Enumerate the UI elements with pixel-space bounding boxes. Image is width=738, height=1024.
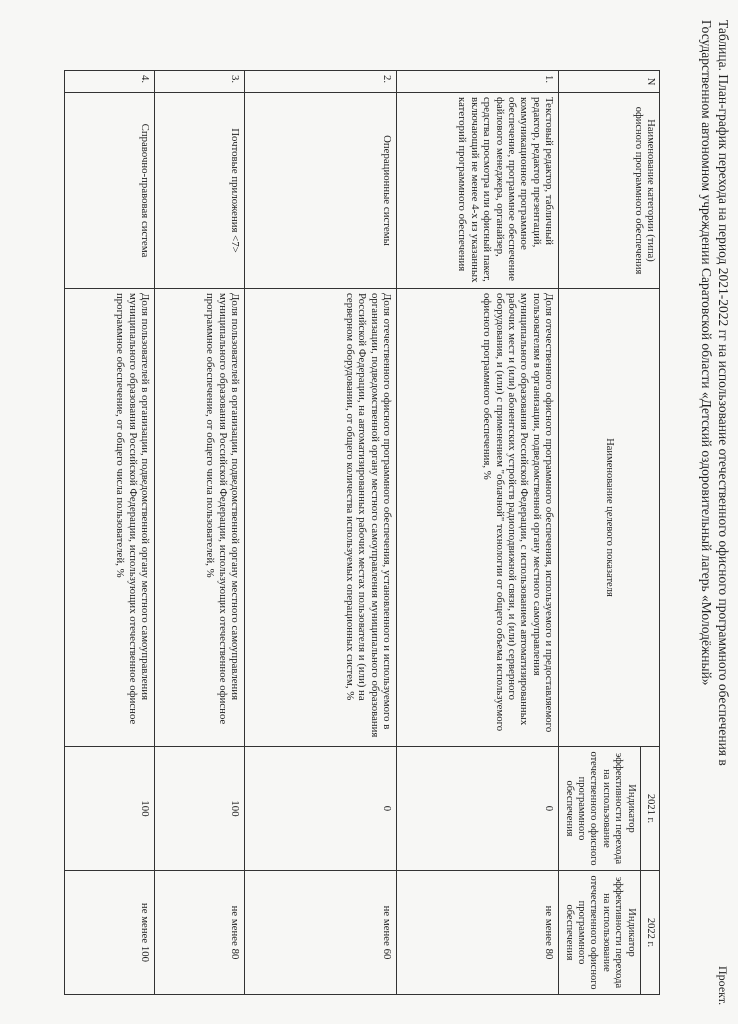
document-title (698, 20, 732, 960)
row-indicator: Доля пользователей в организации, подведомственной органу местного самоуправления муниципального образования Российской Федерации, использующих отечественное офисное программное обеспечение, от общего числа пользователей, % (65, 289, 155, 747)
title-line-1: Таблица. План-график перехода на период 2021-2022 гг на использование отечественного офисного программного обеспечения в (716, 20, 731, 766)
transition-plan-table (64, 70, 660, 995)
header-year-2021: 2021 г. (640, 747, 659, 871)
row-value-2021: 0 (397, 747, 559, 871)
table-row (245, 71, 397, 995)
row-value-2022: не менее 100 (65, 871, 155, 995)
row-indicator: Доля отечественного офисного программного обеспечения, используемого и предоставляемого пользователям в организации, подведомственной органу местного самоуправления муниципального образования Российской Федерации, с использованием автоматизированных рабочих мест и (или) абонентских устройств радиоподвижной связи, и (или) серверного оборудования, и (или) с применением "облачной" технологии от общего объема используемого офисного программного обеспечения, % (397, 289, 559, 747)
header-indicator: Наименование целевого показателя (559, 289, 660, 747)
row-category: Текстовый редактор, табличный редактор, редактор презентаций, коммуникационное программное обеспечение, программное обеспечение файлового менеджера, органайзер, средства просмотра или офисный пакет, включающий не менее 4-х из указанных категорий программного обеспечения (397, 93, 559, 289)
row-value-2022: не менее 60 (245, 871, 397, 995)
row-indicator: Доля пользователей в организации, подведомственной органу местного самоуправления муниципального образования Российской Федерации, использующих отечественное офисное программное обеспечение, от общего числа пользователей, % (155, 289, 245, 747)
row-indicator: Доля отечественного офисного программного обеспечения, установленного и используемого в организации, подведомственной органу местного самоуправления муниципального образования Российской Федерации, на автоматизированных рабочих местах пользователя и (или) на серверном оборудовании, от общего количества используемых операционных систем, % (245, 289, 397, 747)
table-row (155, 71, 245, 995)
row-category: Операционные системы (245, 93, 397, 289)
row-value-2021: 100 (155, 747, 245, 871)
row-value-2021: 100 (65, 747, 155, 871)
header-category: Наименование категории (типа) офисного программного обеспечения (559, 93, 660, 289)
row-value-2022: не менее 80 (397, 871, 559, 995)
row-category: Справочно-правовая система (65, 93, 155, 289)
project-label: Проект. (716, 966, 730, 1006)
row-number: 3. (155, 71, 245, 93)
row-value-2021: 0 (245, 747, 397, 871)
row-category: Почтовые приложения <7> (155, 93, 245, 289)
title-line-2: Государственном автономном учреждении Саратовской области «Детский оздоровительный лагерь «Молодёжный» (699, 20, 714, 686)
header-eff-2021: Индикатор эффективности перехода на использование отечественного офисного программного обеспечения (559, 747, 640, 871)
table-row (65, 71, 155, 995)
row-number: 2. (245, 71, 397, 93)
header-year-2022: 2022 г. (640, 871, 659, 995)
row-value-2022: не менее 80 (155, 871, 245, 995)
header-eff-2022: Индикатор эффективности перехода на использование отечественного офисного программного обеспечения (559, 871, 640, 995)
row-number: 4. (65, 71, 155, 93)
header-num: N (559, 71, 660, 93)
header-row-1 (640, 71, 659, 995)
row-number: 1. (397, 71, 559, 93)
table-row (397, 71, 559, 995)
